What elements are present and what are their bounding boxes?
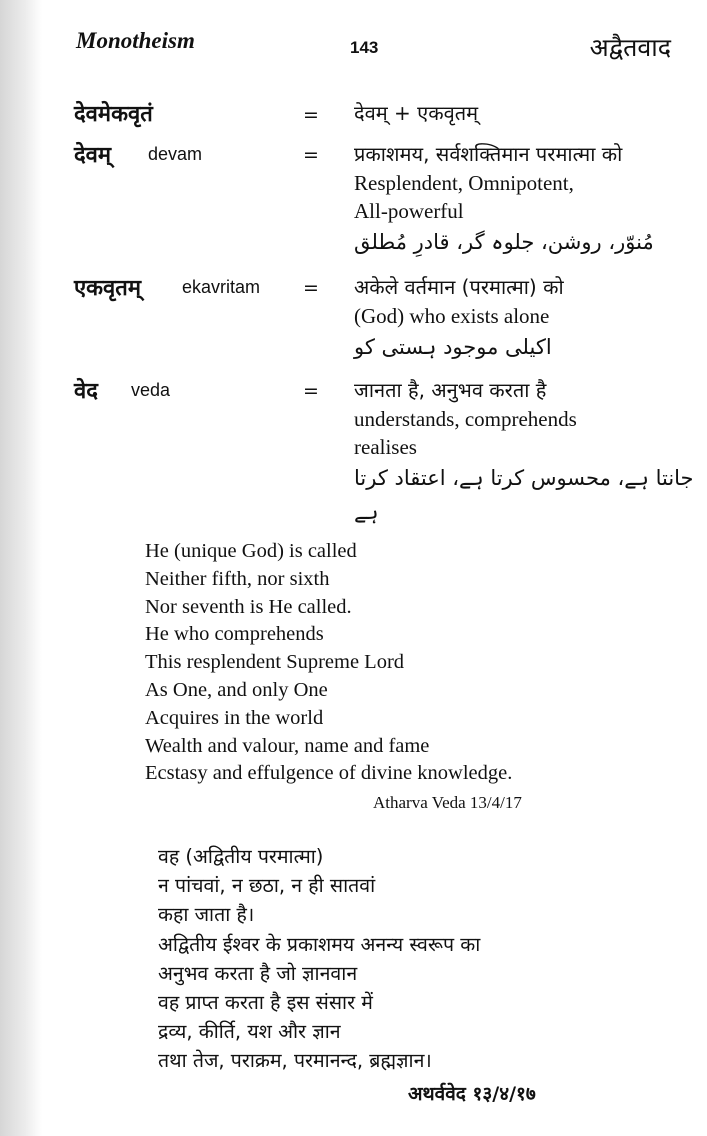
verse-line: अनुभव करता है जो ज्ञानवान (158, 961, 358, 985)
verse-line: कहा जाता है। (158, 903, 255, 927)
equals-sign: = (303, 144, 319, 166)
verse-line: वह प्राप्त करता है इस संसार में (158, 991, 373, 1015)
term-devanagari: वेद (74, 379, 98, 404)
meaning (354, 375, 699, 529)
meaning (354, 272, 699, 364)
verse-citation-english: Atharva Veda 13/4/17 (373, 793, 522, 812)
verse-line: Nor seventh is He called. (145, 595, 352, 618)
meaning-english-line: (God) who exists alone (354, 304, 550, 328)
meaning-english-line: realises (354, 435, 417, 459)
term-roman: veda (131, 380, 171, 400)
meaning-hindi: प्रकाशमय, सर्वशक्तिमान परमात्मा को (354, 142, 623, 166)
verse-citation-hindi: अथर्ववेद १३/४/१७ (408, 1083, 536, 1105)
term-devanagari: देवम् (74, 143, 112, 168)
verse-line: तथा तेज, पराक्रम, परमानन्द, ब्रह्मज्ञान। (158, 1049, 432, 1073)
verse-english (145, 538, 512, 788)
meaning-english-line: All-powerful (354, 199, 464, 223)
verse-line: This resplendent Supreme Lord (145, 651, 405, 674)
page-number: 143 (350, 38, 379, 57)
verse-line: He who comprehends (145, 623, 324, 646)
meaning-hindi: अकेले वर्तमान (परमात्मा) को (354, 275, 564, 299)
verse-line: न पांचवां, न छठा, न ही सातवां (158, 874, 376, 898)
term-roman: devam (148, 144, 203, 164)
meaning-hindi: देवम् + एकवृतम् (354, 101, 479, 125)
verse-line: Acquires in the world (145, 706, 324, 729)
meaning-urdu: جانتا ہے، محسوس کرتا ہے، اعتقاد کرتا ہے (354, 466, 694, 524)
term-devanagari: देवमेकवृतं (74, 102, 153, 127)
meaning-urdu: اکیلی موجود ہستی کو (354, 335, 552, 359)
verse-line: अद्वितीय ईश्वर के प्रकाशमय अनन्य स्वरूप का (158, 932, 481, 956)
term-devanagari: एकवृतम् (74, 276, 141, 301)
meaning (354, 139, 699, 259)
equals-sign: = (303, 104, 319, 126)
running-title-left: Monotheism (76, 28, 195, 53)
meaning-hindi: जानता है, अनुभव करता है (354, 378, 547, 402)
equals-sign: = (303, 380, 319, 402)
meaning-urdu: مُنوّر، روشن، جلوہ گر، قادرِ مُطلق (354, 230, 654, 254)
page-edge-shadow (0, 0, 42, 1136)
term-roman: ekavritam (182, 277, 261, 297)
verse-line: वह (अद्वितीय परमात्मा) (158, 845, 324, 868)
verse-line: द्रव्य, कीर्ति, यश और ज्ञान (158, 1020, 341, 1044)
verse-line: He (unique God) is called (145, 540, 357, 562)
equals-sign: = (303, 277, 319, 299)
meaning (354, 98, 699, 128)
running-title-right: अद्वैतवाद (589, 33, 671, 62)
meaning-english-line: understands, comprehends (354, 407, 577, 431)
verse-line: As One, and only One (145, 678, 328, 701)
verse-line: Ecstasy and effulgence of divine knowledge. (145, 762, 513, 785)
verse-line: Neither fifth, nor sixth (145, 567, 330, 590)
verse-line: Wealth and valour, name and fame (145, 734, 430, 757)
meaning-english-line: Resplendent, Omnipotent, (354, 171, 574, 195)
verse-hindi (158, 842, 480, 1076)
